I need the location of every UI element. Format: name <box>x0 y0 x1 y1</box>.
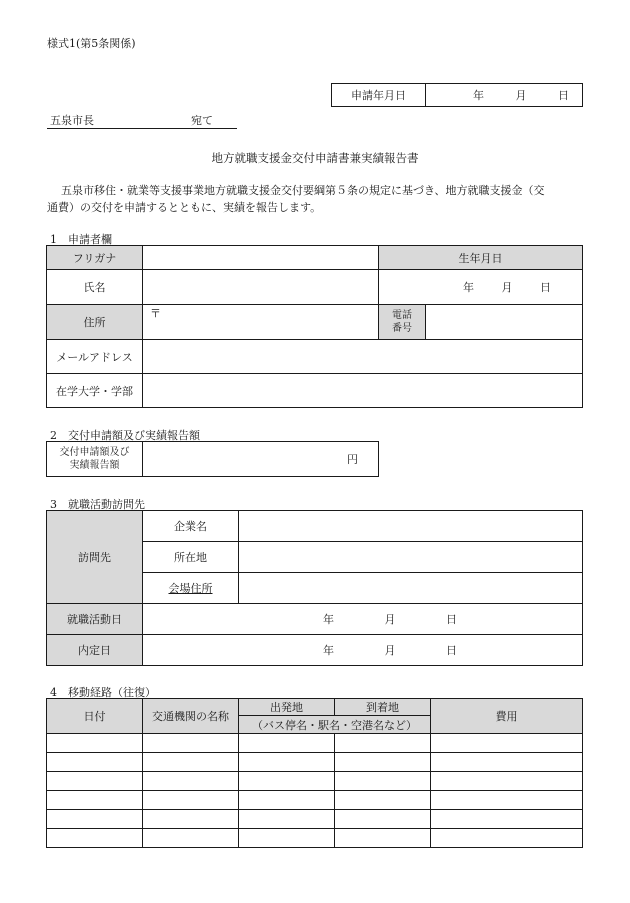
intro-line-1: 五泉市移住・就業等支援事業地方就職支援金交付要綱第５条の規定に基づき、地方就職支援金（交 <box>61 184 545 197</box>
addressee-underline <box>47 128 237 129</box>
table-row <box>47 753 583 772</box>
table-row <box>47 810 583 829</box>
cost-header: 費用 <box>431 699 583 734</box>
venue-field[interactable] <box>239 573 583 604</box>
offer-date-field[interactable]: 年 月 日 <box>143 635 583 666</box>
company-label: 企業名 <box>143 511 239 542</box>
transport-header: 交通機関の名称 <box>143 699 239 734</box>
place-note: （バス停名・駅名・空港名など） <box>239 716 431 734</box>
table-row <box>47 734 583 753</box>
address-field[interactable]: 〒 <box>143 305 379 340</box>
university-field[interactable] <box>143 374 583 408</box>
venue-label: 会場住所 <box>143 573 239 604</box>
application-date-table <box>331 83 583 107</box>
activity-date-field[interactable]: 年 月 日 <box>143 604 583 635</box>
section3-heading: 3 就職活動訪問先 <box>50 498 145 511</box>
application-date-field[interactable]: 年 月 日 <box>426 84 583 107</box>
departure-header: 出発地 <box>239 699 335 716</box>
name-label: 氏名 <box>47 270 143 305</box>
activity-date-label: 就職活動日 <box>47 604 143 635</box>
birth-date-label: 生年月日 <box>379 246 583 270</box>
date-header: 日付 <box>47 699 143 734</box>
amount-label: 交付申請額及び 実績報告額 <box>47 442 143 477</box>
page-title: 地方就職支援金交付申請書兼実績報告書 <box>211 151 419 165</box>
offer-date-label: 内定日 <box>47 635 143 666</box>
application-date-label: 申請年月日 <box>332 84 426 107</box>
section2-heading: 2 交付申請額及び実績報告額 <box>50 429 200 442</box>
addressee-suffix: 宛て <box>191 114 213 127</box>
table-row <box>47 772 583 791</box>
email-label: メールアドレス <box>47 340 143 374</box>
table-row <box>47 829 583 848</box>
amount-table <box>46 441 379 477</box>
location-field[interactable] <box>239 542 583 573</box>
form-number: 様式1(第5条関係) <box>47 37 136 50</box>
amount-field[interactable]: 円 <box>143 442 379 477</box>
university-label: 在学大学・学部 <box>47 374 143 408</box>
table-row <box>47 791 583 810</box>
visit-table <box>46 510 583 666</box>
name-field[interactable] <box>143 270 379 305</box>
section1-heading: 1 申請者欄 <box>50 233 112 246</box>
birth-date-field[interactable]: 年 月 日 <box>379 270 583 305</box>
furigana-label: フリガナ <box>47 246 143 270</box>
applicant-table <box>46 245 583 408</box>
company-field[interactable] <box>239 511 583 542</box>
location-label: 所在地 <box>143 542 239 573</box>
furigana-field[interactable] <box>143 246 379 270</box>
addressee-name: 五泉市長 <box>50 114 94 127</box>
arrival-header: 到着地 <box>335 699 431 716</box>
phone-field[interactable] <box>426 305 583 340</box>
email-field[interactable] <box>143 340 583 374</box>
section4-heading: 4 移動経路（往復） <box>50 686 156 699</box>
intro-line-2: 通費）の交付を申請するとともに、実績を報告します。 <box>47 201 322 214</box>
visit-label: 訪問先 <box>47 511 143 604</box>
route-table <box>46 698 583 848</box>
phone-label: 電話 番号 <box>379 305 426 340</box>
address-label: 住所 <box>47 305 143 340</box>
